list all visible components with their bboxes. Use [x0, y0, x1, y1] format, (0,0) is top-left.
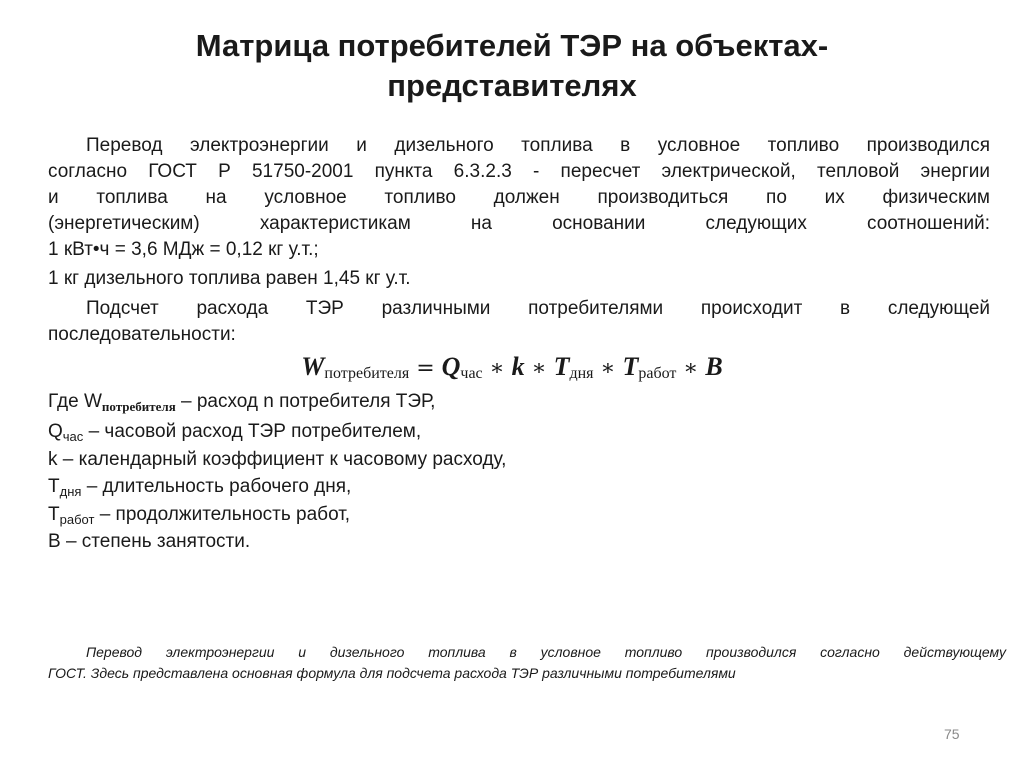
- title-line: Матрица потребителей ТЭР на объектах-: [195, 28, 829, 63]
- relation-line: 1 кг дизельного топлива равен 1,45 кг у.т.: [48, 268, 411, 289]
- definition-item: [48, 503, 990, 532]
- body-line: согласно ГОСТ Р 51750-2001 пункта 6.3.2.3 - пересчет электрической, тепловой энергии: [48, 161, 990, 182]
- def-text: – длительность рабочего дня,: [81, 476, 352, 497]
- formula-var: B: [705, 352, 723, 381]
- def-sub: работ: [59, 512, 95, 527]
- formula-sub: час: [460, 365, 483, 382]
- definition-item: [48, 420, 990, 449]
- formula-op: ∗: [593, 356, 623, 381]
- def-symbol: k: [48, 449, 58, 470]
- def-symbol: В: [48, 531, 61, 552]
- title-line: представителях: [387, 68, 637, 103]
- def-sub: час: [62, 429, 84, 444]
- formula-op: =: [409, 356, 442, 381]
- formula-sub: дня: [569, 365, 594, 382]
- footnote: [48, 642, 1006, 684]
- def-text: – расход n потребителя ТЭР,: [175, 391, 436, 412]
- body-line: и топлива на условное топливо должен производиться по их физическим: [48, 187, 990, 208]
- def-text: – степень занятости.: [60, 531, 251, 552]
- formula-sub: работ: [638, 365, 677, 382]
- def-symbol: Т: [48, 504, 60, 525]
- def-sub: потребителя: [101, 399, 176, 414]
- formula-var: T: [622, 352, 639, 381]
- formula-var: Q: [441, 352, 461, 381]
- body-line: Перевод электроэнергии и дизельного топлива в условное топливо производился: [86, 135, 990, 156]
- formula-var: W: [301, 352, 325, 381]
- def-symbol: Т: [48, 476, 60, 497]
- formula-op: ∗: [524, 356, 554, 381]
- relation-line: 1 кВт•ч = 3,6 МДж = 0,12 кг у.т.;: [48, 239, 319, 260]
- def-text: – календарный коэффициент к часовому расходу,: [57, 449, 507, 470]
- definition-item: [48, 475, 990, 504]
- definition-item: [48, 390, 990, 419]
- formula-op: ∗: [482, 356, 512, 381]
- formula-op: ∗: [676, 356, 706, 381]
- body-line: последовательности:: [48, 324, 236, 345]
- def-sub: дня: [59, 484, 82, 499]
- def-symbol: Где W: [48, 391, 102, 412]
- def-text: – часовой расход ТЭР потребителем,: [83, 421, 422, 442]
- def-symbol: Q: [48, 421, 63, 442]
- definition-item: [48, 448, 990, 472]
- body-line: Подсчет расхода ТЭР различными потребителями происходит в следующей: [86, 298, 990, 319]
- definition-item: [48, 530, 990, 554]
- body-line: (энергетическим) характеристикам на основании следующих соотношений:: [48, 213, 990, 234]
- formula-var: k: [511, 352, 525, 381]
- page-number: 75: [944, 726, 960, 742]
- footnote-line: ГОСТ. Здесь представлена основная формула для подсчета расхода ТЭР различными потребителями: [48, 665, 736, 681]
- def-text: – продолжительность работ,: [94, 504, 351, 525]
- slide-title: [60, 26, 964, 106]
- formula-var: T: [553, 352, 570, 381]
- footnote-line: Перевод электроэнергии и дизельного топлива в условное топливо производился согласно действующему: [86, 644, 1006, 660]
- formula: [0, 352, 1024, 383]
- formula-sub: потребителя: [324, 365, 410, 382]
